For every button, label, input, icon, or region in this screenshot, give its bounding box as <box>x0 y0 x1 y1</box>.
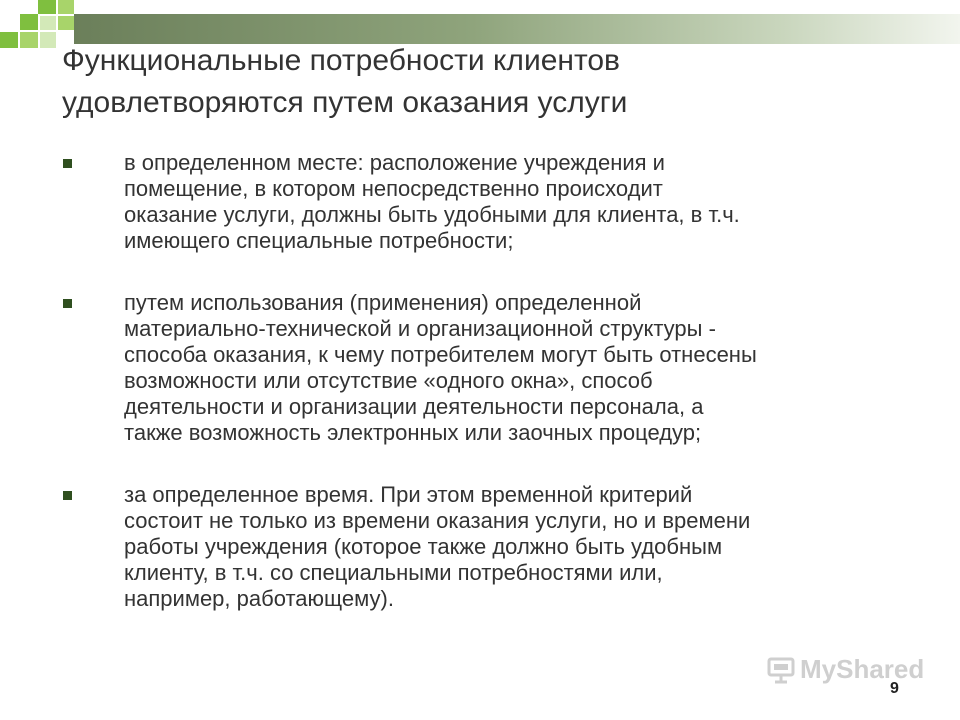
deco-square <box>38 0 56 14</box>
bullet-line: в определенном месте: расположение учреждения и <box>124 150 665 175</box>
bullet-line: возможности или отсутствие «одного окна», способ <box>124 368 653 393</box>
bullet-item <box>62 290 922 446</box>
deco-square <box>20 14 38 30</box>
watermark <box>766 654 924 685</box>
watermark-text: MyShared <box>800 654 925 684</box>
deco-square <box>20 32 38 48</box>
deco-square <box>0 32 18 48</box>
page-number: 9 <box>890 680 899 697</box>
deco-square <box>58 0 74 14</box>
bullet-line: путем использования (применения) определенной <box>124 290 642 315</box>
slide-title <box>62 40 922 124</box>
bullet-text <box>124 150 922 254</box>
bullet-text <box>124 482 922 612</box>
bullet-line: способа оказания, к чему потребителем могут быть отнесены <box>124 342 757 367</box>
bullet-text <box>124 290 922 446</box>
deco-square <box>58 16 74 30</box>
bullet-line: оказание услуги, должны быть удобными для клиента, в т.ч. <box>124 202 740 227</box>
bullet-line: за определенное время. При этом временной критерий <box>124 482 693 507</box>
title-line: Функциональные потребности клиентов <box>62 44 620 77</box>
title-line: удовлетворяются путем оказания услуги <box>62 86 628 119</box>
bullet-item <box>62 482 922 612</box>
bullet-line: клиенту, в т.ч. со специальными потребностями или, <box>124 560 663 585</box>
bullet-line: деятельности и организации деятельности персонала, а <box>124 394 704 419</box>
bullet-square-icon <box>63 299 72 308</box>
bullet-list <box>62 150 922 612</box>
bullet-line: также возможность электронных или заочных процедур; <box>124 420 702 445</box>
bullet-item <box>62 150 922 254</box>
deco-square <box>40 32 56 48</box>
bullet-line: состоит не только из времени оказания услуги, но и времени <box>124 508 751 533</box>
bullet-line: работы учреждения (которое также должно быть удобным <box>124 534 723 559</box>
bullet-line: например, работающему). <box>124 586 394 611</box>
deco-square <box>40 16 56 30</box>
presentation-board-icon <box>766 655 796 685</box>
bullet-line: помещение, в котором непосредственно происходит <box>124 176 663 201</box>
bullet-square-icon <box>63 159 72 168</box>
bullet-line: материально-технической и организационной структуры - <box>124 316 716 341</box>
bullet-square-icon <box>63 491 72 500</box>
bullet-line: имеющего специальные потребности; <box>124 228 514 253</box>
